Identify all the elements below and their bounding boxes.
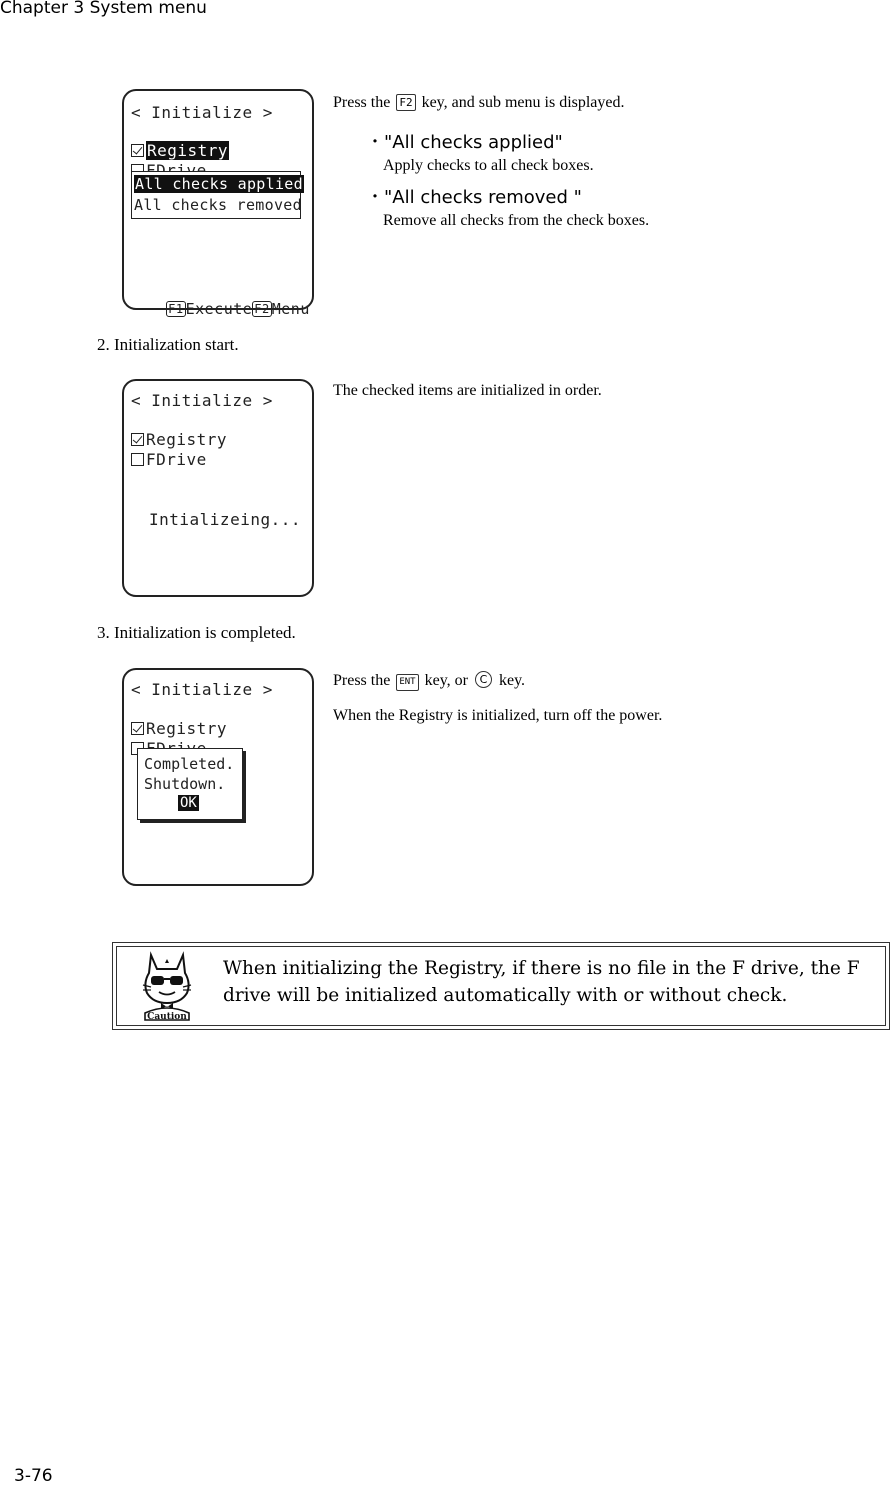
checkbox-checked-icon bbox=[131, 722, 144, 735]
submenu-instruction bbox=[333, 94, 625, 112]
dialog-message-line1: Completed. bbox=[144, 755, 235, 773]
screen-title: < Initialize > bbox=[131, 391, 273, 410]
page-number: 3-76 bbox=[14, 1466, 53, 1486]
submenu-popup bbox=[131, 171, 301, 219]
completed-instruction bbox=[333, 671, 525, 691]
f2-key-icon[interactable]: F2 bbox=[254, 302, 270, 316]
ent-keycap-icon: ENT bbox=[396, 674, 418, 691]
caution-cat-icon bbox=[137, 949, 197, 1021]
checkbox-fdrive[interactable] bbox=[131, 450, 207, 469]
device-screen-initializing bbox=[122, 379, 314, 597]
f1-label: Execute bbox=[185, 300, 253, 318]
device-screen-completed bbox=[122, 668, 314, 886]
press-text-after: key, and sub menu is displayed. bbox=[421, 94, 625, 111]
option2-description: Remove all checks from the check boxes. bbox=[383, 212, 650, 229]
f1-key-icon[interactable]: F1 bbox=[168, 302, 184, 316]
checkbox-label: Registry bbox=[146, 719, 228, 738]
device-screen-submenu bbox=[122, 89, 314, 318]
dialog-message-line2: Shutdown. bbox=[144, 775, 226, 793]
option1-title: ・"All checks applied" bbox=[366, 132, 563, 153]
caution-text: When initializing the Registry, if there is no file in the F drive, the F drive will be initialized automatically with or without check. bbox=[223, 958, 860, 1006]
step-2-heading: 2. Initialization start. bbox=[97, 335, 239, 354]
caution-icon-label: Caution bbox=[147, 1012, 187, 1022]
screen-title: < Initialize > bbox=[131, 680, 273, 699]
c-key-icon: C bbox=[475, 671, 492, 688]
checkbox-registry[interactable] bbox=[131, 141, 229, 160]
checkbox-registry[interactable] bbox=[131, 430, 227, 449]
step-3-heading: 3. Initialization is completed. bbox=[97, 623, 296, 642]
f2-keycap-icon: F2 bbox=[396, 94, 415, 111]
checkbox-checked-icon bbox=[131, 144, 144, 157]
checkbox-label: Registry bbox=[146, 430, 228, 449]
function-key-bar bbox=[128, 282, 310, 336]
screen-title: < Initialize > bbox=[131, 103, 273, 122]
option1-description: Apply checks to all check boxes. bbox=[383, 157, 594, 174]
press-text-after: key. bbox=[498, 672, 526, 689]
checkbox-registry[interactable] bbox=[131, 719, 227, 738]
completed-note: When the Registry is initialized, turn off the power. bbox=[333, 707, 663, 724]
checkbox-fdrive[interactable] bbox=[131, 161, 207, 171]
checkbox-fdrive[interactable] bbox=[131, 739, 207, 748]
checkbox-label: Registry bbox=[147, 141, 229, 160]
checkbox-label: FDrive bbox=[146, 450, 207, 469]
press-text: Press the bbox=[333, 672, 391, 689]
checkbox-empty-icon bbox=[131, 453, 144, 466]
initializing-description: The checked items are initialized in order. bbox=[333, 382, 602, 399]
status-text: Intializeing... bbox=[149, 510, 301, 529]
f2-label: Menu bbox=[271, 300, 310, 318]
option2-title: ・"All checks removed " bbox=[366, 187, 582, 208]
completion-dialog bbox=[137, 748, 243, 820]
submenu-item-all-checks-removed[interactable]: All checks removed bbox=[134, 196, 302, 214]
chapter-header: Chapter 3 System menu bbox=[0, 0, 207, 18]
press-text-middle: key, or bbox=[424, 672, 468, 689]
submenu-item-all-checks-applied[interactable]: All checks applied bbox=[135, 175, 303, 193]
ok-button[interactable]: OK bbox=[180, 795, 197, 811]
caution-box bbox=[112, 942, 890, 1030]
press-text: Press the bbox=[333, 94, 391, 111]
checkbox-checked-icon bbox=[131, 433, 144, 446]
